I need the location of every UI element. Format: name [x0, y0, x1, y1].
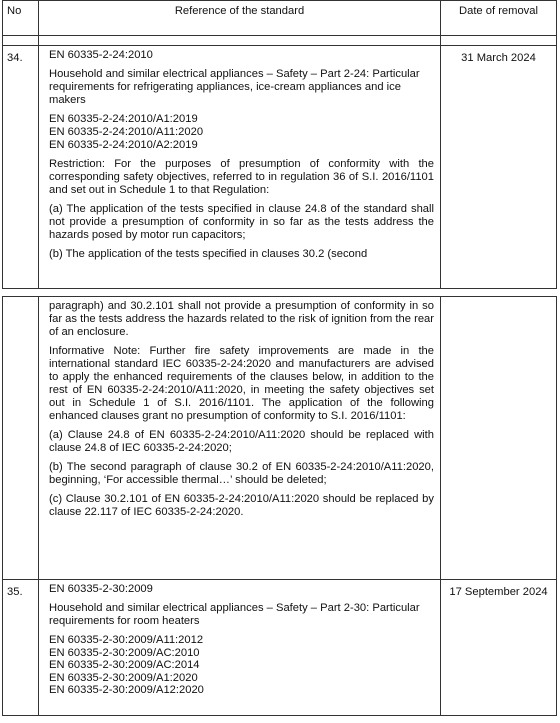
restriction-clause-b-start: (b) The application of the tests specified in clauses 30.2 (second: [49, 248, 368, 260]
note-clause-b: (b) The second paragraph of clause 30.2 of EN 60335-2-24:2010/A11:2020, beginning, ‘For accessible thermal…’ should be deleted;: [49, 461, 434, 486]
table-row-34: [3, 46, 557, 289]
amendment-item: EN 60335-2-30:2009/AC:2014: [49, 659, 200, 671]
removal-date: 17 September 2024: [441, 580, 557, 716]
header-reference: Reference of the standard: [39, 1, 441, 36]
reference-cell: [39, 580, 441, 716]
row-number: 35.: [3, 580, 39, 716]
restriction-text: Restriction: For the purposes of presumption of conformity with the corresponding safety objectives, referred to in regulation 36 of S.I. 2016/1101 and set out in Schedule 1 to that Regulation:: [49, 158, 434, 196]
standards-table-part-2: [2, 296, 557, 716]
restriction-clause-a: (a) The application of the tests specified in clause 24.8 of the standard shall not provide a presumption of conformity in so far as the tests address the hazards posed by motor run capacitors;: [49, 203, 434, 241]
standard-title: Household and similar electrical appliances – Safety – Part 2-30: Particular requirements for room heaters: [49, 602, 420, 627]
amendment-item: EN 60335-2-30:2009/A11:2012: [49, 634, 204, 646]
restriction-continuation: paragraph) and 30.2.101 shall not provide a presumption of conformity in so far as the tests address the hazards related to the risk of ignition from the rear of an enclosure.: [49, 300, 434, 338]
standard-reference: EN 60335-2-30:2009: [49, 583, 153, 595]
reference-cell-continued: [39, 297, 441, 580]
note-clause-c: (c) Clause 30.2.101 of EN 60335-2-24:2010/A11:2020 should be replaced by clause 22.117 of IEC 60335-2-24:2020.: [49, 493, 434, 518]
header-no: No: [3, 1, 39, 36]
table-row-34-continued: [3, 297, 557, 580]
empty-date-cell: [441, 297, 557, 580]
amendment-item: EN 60335-2-30:2009/AC:2010: [49, 646, 200, 659]
note-clause-a: (a) Clause 24.8 of EN 60335-2-24:2010/A11:2020 should be replaced with clause 24.8 of IEC 60335-2-24:2020;: [49, 429, 434, 454]
amendment-item: EN 60335-2-24:2010/A11:2020: [49, 126, 204, 138]
table-header-row: [3, 1, 557, 36]
amendment-item: EN 60335-2-24:2010/A1:2019: [49, 113, 198, 125]
amendment-item: EN 60335-2-30:2009/A1:2020: [49, 671, 198, 684]
amendment-item: EN 60335-2-24:2010/A2:2019: [49, 139, 198, 151]
row-number: 34.: [3, 46, 39, 289]
empty-number-cell: [3, 297, 39, 580]
amendments-list: [49, 634, 434, 697]
informative-note: Informative Note: Further fire safety improvements are made in the international standard IEC 60335-2-24:2020 and manufacturers are advised to apply the enhanced requirements of the clauses below, in addition to the rest of EN 60335-2-24:2010/A11:2020, in meeting the safety objectives set out in Schedule 1 of S.I. 2016/1101. The application of the following enhanced clauses grant no presumption of conformity to S.I. 2016/1101:: [49, 345, 434, 422]
spacer-row: [3, 36, 557, 46]
removal-date: 31 March 2024: [441, 46, 557, 289]
amendment-item: EN 60335-2-30:2009/A12:2020: [49, 684, 204, 696]
standards-table-part-1: [2, 0, 557, 289]
table-row-35: [3, 580, 557, 716]
reference-cell: [39, 46, 441, 289]
header-date: Date of removal: [441, 1, 557, 36]
standard-reference: EN 60335-2-24:2010: [49, 49, 153, 61]
standard-title: Household and similar electrical appliances – Safety – Part 2-24: Particular requirements for refrigerating appliances, ice-cream appliances and ice makers: [49, 68, 420, 106]
